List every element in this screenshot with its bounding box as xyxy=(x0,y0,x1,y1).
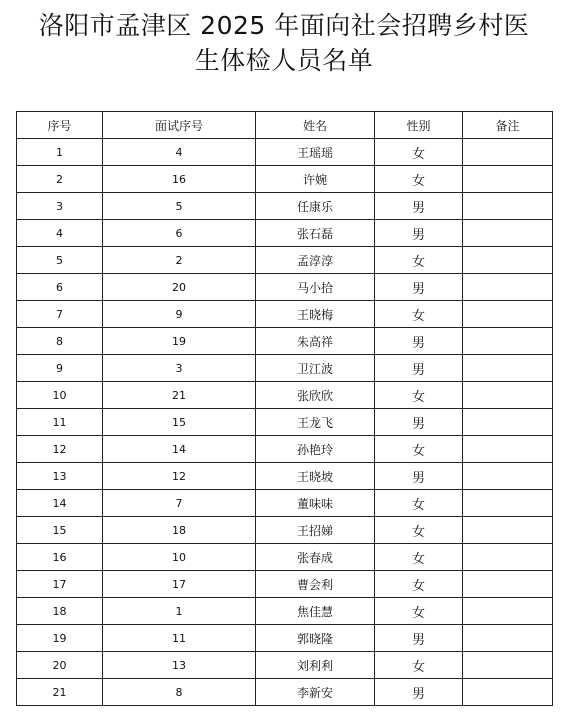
note-cell xyxy=(463,490,553,517)
gender-cell: 女 xyxy=(375,490,463,517)
interview-no-cell: 17 xyxy=(103,571,256,598)
note-cell xyxy=(463,409,553,436)
name-cell: 张欣欣 xyxy=(256,382,375,409)
header-gender: 性别 xyxy=(375,112,463,139)
interview-no-cell: 2 xyxy=(103,247,256,274)
interview-no-cell: 12 xyxy=(103,463,256,490)
table-header-row xyxy=(17,112,553,139)
seq-cell: 8 xyxy=(17,328,103,355)
table-row xyxy=(17,166,553,193)
gender-cell: 男 xyxy=(375,679,463,706)
interview-no-cell: 18 xyxy=(103,517,256,544)
name-cell: 王晓坡 xyxy=(256,463,375,490)
name-cell: 王招娣 xyxy=(256,517,375,544)
table-row xyxy=(17,544,553,571)
seq-cell: 9 xyxy=(17,355,103,382)
gender-cell: 女 xyxy=(375,166,463,193)
interview-no-cell: 16 xyxy=(103,166,256,193)
name-cell: 郭晓隆 xyxy=(256,625,375,652)
interview-no-cell: 7 xyxy=(103,490,256,517)
name-cell: 曹会利 xyxy=(256,571,375,598)
seq-cell: 16 xyxy=(17,544,103,571)
table-row xyxy=(17,247,553,274)
gender-cell: 男 xyxy=(375,355,463,382)
table-row xyxy=(17,625,553,652)
note-cell xyxy=(463,247,553,274)
note-cell xyxy=(463,598,553,625)
gender-cell: 女 xyxy=(375,517,463,544)
gender-cell: 女 xyxy=(375,544,463,571)
note-cell xyxy=(463,463,553,490)
seq-cell: 12 xyxy=(17,436,103,463)
table-row xyxy=(17,382,553,409)
name-cell: 马小拾 xyxy=(256,274,375,301)
seq-cell: 1 xyxy=(17,139,103,166)
name-cell: 张石磊 xyxy=(256,220,375,247)
interview-no-cell: 3 xyxy=(103,355,256,382)
seq-cell: 14 xyxy=(17,490,103,517)
seq-cell: 7 xyxy=(17,301,103,328)
name-cell: 许婉 xyxy=(256,166,375,193)
seq-cell: 6 xyxy=(17,274,103,301)
document-title-line2: 生体检人员名单 xyxy=(194,46,374,75)
note-cell xyxy=(463,301,553,328)
name-cell: 王晓梅 xyxy=(256,301,375,328)
header-interview-no: 面试序号 xyxy=(103,112,256,139)
note-cell xyxy=(463,328,553,355)
note-cell xyxy=(463,166,553,193)
gender-cell: 女 xyxy=(375,652,463,679)
header-note: 备注 xyxy=(463,112,553,139)
gender-cell: 女 xyxy=(375,436,463,463)
interview-no-cell: 9 xyxy=(103,301,256,328)
name-cell: 李新安 xyxy=(256,679,375,706)
table-row xyxy=(17,679,553,706)
name-cell: 张春成 xyxy=(256,544,375,571)
table-row xyxy=(17,139,553,166)
gender-cell: 男 xyxy=(375,193,463,220)
interview-no-cell: 10 xyxy=(103,544,256,571)
table-row xyxy=(17,436,553,463)
seq-cell: 17 xyxy=(17,571,103,598)
note-cell xyxy=(463,193,553,220)
gender-cell: 女 xyxy=(375,382,463,409)
interview-no-cell: 5 xyxy=(103,193,256,220)
note-cell xyxy=(463,679,553,706)
interview-no-cell: 15 xyxy=(103,409,256,436)
interview-no-cell: 6 xyxy=(103,220,256,247)
table-row xyxy=(17,598,553,625)
note-cell xyxy=(463,544,553,571)
note-cell xyxy=(463,652,553,679)
note-cell xyxy=(463,139,553,166)
seq-cell: 11 xyxy=(17,409,103,436)
gender-cell: 女 xyxy=(375,139,463,166)
table-row xyxy=(17,193,553,220)
table-row xyxy=(17,301,553,328)
gender-cell: 女 xyxy=(375,598,463,625)
interview-no-cell: 8 xyxy=(103,679,256,706)
note-cell xyxy=(463,517,553,544)
gender-cell: 女 xyxy=(375,247,463,274)
gender-cell: 女 xyxy=(375,301,463,328)
gender-cell: 女 xyxy=(375,571,463,598)
table-row xyxy=(17,220,553,247)
interview-no-cell: 14 xyxy=(103,436,256,463)
gender-cell: 男 xyxy=(375,409,463,436)
seq-cell: 20 xyxy=(17,652,103,679)
name-cell: 王龙飞 xyxy=(256,409,375,436)
table-body xyxy=(17,139,553,706)
interview-no-cell: 13 xyxy=(103,652,256,679)
seq-cell: 21 xyxy=(17,679,103,706)
interview-no-cell: 1 xyxy=(103,598,256,625)
seq-cell: 5 xyxy=(17,247,103,274)
seq-cell: 10 xyxy=(17,382,103,409)
seq-cell: 18 xyxy=(17,598,103,625)
interview-no-cell: 4 xyxy=(103,139,256,166)
note-cell xyxy=(463,355,553,382)
name-cell: 孟淳淳 xyxy=(256,247,375,274)
seq-cell: 15 xyxy=(17,517,103,544)
table-row xyxy=(17,328,553,355)
name-cell: 董味味 xyxy=(256,490,375,517)
document-title-line1: 洛阳市孟津区 2025 年面向社会招聘乡村医 xyxy=(38,11,530,40)
seq-cell: 13 xyxy=(17,463,103,490)
seq-cell: 19 xyxy=(17,625,103,652)
table-row xyxy=(17,409,553,436)
gender-cell: 男 xyxy=(375,274,463,301)
interview-no-cell: 11 xyxy=(103,625,256,652)
name-cell: 王瑶瑶 xyxy=(256,139,375,166)
name-cell: 刘利利 xyxy=(256,652,375,679)
name-cell: 卫江波 xyxy=(256,355,375,382)
candidate-table xyxy=(16,111,553,706)
table-row xyxy=(17,355,553,382)
note-cell xyxy=(463,274,553,301)
seq-cell: 2 xyxy=(17,166,103,193)
note-cell xyxy=(463,436,553,463)
gender-cell: 男 xyxy=(375,463,463,490)
gender-cell: 男 xyxy=(375,220,463,247)
gender-cell: 男 xyxy=(375,328,463,355)
table-row xyxy=(17,274,553,301)
header-name: 姓名 xyxy=(256,112,375,139)
note-cell xyxy=(463,220,553,247)
note-cell xyxy=(463,382,553,409)
interview-no-cell: 21 xyxy=(103,382,256,409)
name-cell: 焦佳慧 xyxy=(256,598,375,625)
seq-cell: 3 xyxy=(17,193,103,220)
table-row xyxy=(17,517,553,544)
seq-cell: 4 xyxy=(17,220,103,247)
interview-no-cell: 20 xyxy=(103,274,256,301)
gender-cell: 男 xyxy=(375,625,463,652)
interview-no-cell: 19 xyxy=(103,328,256,355)
table-row xyxy=(17,652,553,679)
name-cell: 任康乐 xyxy=(256,193,375,220)
header-seq: 序号 xyxy=(17,112,103,139)
table-row xyxy=(17,490,553,517)
name-cell: 孙艳玲 xyxy=(256,436,375,463)
name-cell: 朱高祥 xyxy=(256,328,375,355)
table-row xyxy=(17,463,553,490)
table-row xyxy=(17,571,553,598)
note-cell xyxy=(463,625,553,652)
note-cell xyxy=(463,571,553,598)
